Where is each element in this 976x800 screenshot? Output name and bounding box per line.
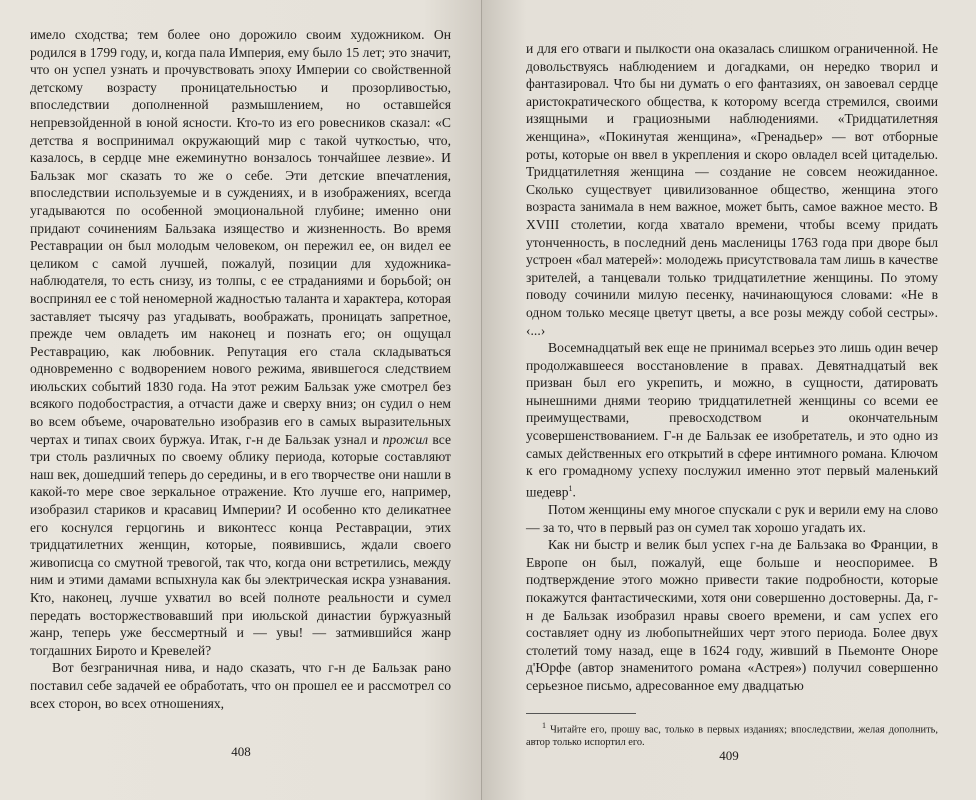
footnote-marker: 1 (542, 720, 546, 730)
footnote-body: Читайте его, прошу вас, только в первых изданиях; впоследствии, желая дополнить, автор только испортил его. (526, 723, 938, 748)
left-page-text (30, 26, 451, 712)
left-page (0, 0, 482, 800)
footnote (526, 719, 938, 749)
right-page-number: 409 (719, 748, 739, 763)
footnote-divider (526, 713, 636, 714)
paragraph-text: Вот безграничная нива, и надо сказать, что г-н де Бальзак рано поставил себе задачей ее обработать, что он прошел ее и рассмотрел со всех сторон, во всех отношениях, (30, 660, 451, 711)
paragraph (526, 501, 938, 536)
paragraph-text: имело сходства; тем более оно дорожило своим художником. Он родился в 1799 году, и, когда пала Империя, ему было 15 лет; это значит, что он успел узнать и прочувствовать эпоху Империи со свойственной детскому возрасту проницательностью и прозорливостью, впоследствии дополненной размышлением, но оставшейся непревзойденной в юной ясности. Кто-то из его ровесников сказал: «С детства я воспринимал окружающий мир с такой чуткостью, что, казалось, в сердце мне ежеминутно вонзалось тончайшее лезвие». И Бальзак мог сказать то же о себе. Эти детские впечатления, впоследствии используемые и в суждениях, и в изображениях, всегда угадываются по особенной эмоциональной глубине; именно они придают сочинениям Бальзака изящество и жизненность. Во время Реставрации он был молодым человеком, он пережил ее, он видел ее целиком с самой лучшей, пожалуй, позиции для художника-наблюдателя, то есть снизу, из толпы, с ее страданиями и борьбой; он воспринял ее с той неномерной жадностью таланта и характера, которая заставляет тысячу раз угадывать, воображать, проницать запретное, прежде чем овладеть им наконец и познать его; он ощущал Реставрацию, как любовник. Репутация его стала складываться одновременно с водворением нового режима, явившегося следствием июльских событий 1830 года. На этот режим Бальзак уже смотрел без всякого подобострастия, а отчасти даже и сверху вниз; он судил о нем во всем объеме, очаровательно изобразив его в самых выразительных чертах и типах своих буржуа. Итак, г-н де Бальзак узнал и (30, 27, 451, 447)
paragraph-text: Потом женщины ему многое спускали с рук и верили ему на слово — за то, что в первый раз он сумел так хорошо угадать их. (526, 501, 938, 535)
right-page-text (526, 40, 938, 695)
emphasis-text: прожил (382, 431, 429, 447)
paragraph (30, 26, 451, 659)
footnote-text (526, 719, 938, 749)
paragraph-text: и для его отваги и пылкости она оказалась слишком ограниченной. Не довольствуясь наблюдением и догадками, он нередко творил и фантазировал. Что бы ни думать о его фантазиях, он завоевал сердце аристократического общества, к которому всегда стремился, своими изящными и грациозными наблюдениями. «Тридцатилетняя женщина», «Покинутая женщина», «Гренадьер» — вот отборные роты, которые он ввел в укрепления и скоро овладел всей цитаделью. Тридцатилетняя женщина — создание не совсем неожиданное. Сколько существует цивилизованное общество, женщина этого возраста занимала в нем важное, может быть, самое важное место. В XVIII столетии, когда хватало времени, чтобы всему придать утонченность, в последний день масленицы 1763 года при дворе был устроен «бал матерей»: молодежь присутствовала там лишь в качестве зрителей, а танцевали только тридцатилетние женщины. По этому поводу сочинили милую песенку, начинающуюся словами: «Не в одном только месяце цветут цветы, а все розы между собой сестры». ‹...› (526, 41, 938, 338)
paragraph (526, 40, 938, 339)
left-page-number: 408 (231, 744, 251, 759)
paragraph (30, 659, 451, 712)
paragraph-text: . (572, 484, 576, 500)
right-page (482, 0, 976, 800)
paragraph-text: Восемнадцатый век еще не принимал всерьез это лишь один вечер продолжавшееся восстановление в правах. Девятнадцатый век призван был его укрепить, и можно, в сущности, датировать нынешними днями теорию тридцатилетней женщины со всеми ее преимуществами, превосходством и окончательным усовершенствованием. Г-н де Бальзак ее изобретатель, и это одно из самых действенных его открытий в сфере интимного романа. Ключом к его громадному успеху послужил именно этот первый маленький шедевр (526, 340, 938, 500)
paragraph (526, 536, 938, 694)
paragraph-text: все три столь различных по своему облику периода, которые составляют наш век, дошедший теперь до середины, и в его творчестве они нашли в какой-то мере свое зеркальное отражение. Кто лучше его, например, изобразил стариков и красавиц Империи? И особенно кто деликатнее его коснулся герцогинь и виконтесс конца Реставрации, этих тридцатилетних женщин, которые, появившись, ждали своего живописца со смутной тревогой, так что, когда они встретились, между ним и этими дамами вспыхнула как бы электрическая искра узнавания. Кто, наконец, лучше ухватил во всей полноте реальности и сумел передать восторжествовавший при июльской династии буржуазный жанр, теперь уже бессмертный и — увы! — затмившийся жанр тогдашних Бирото и Кревелей? (30, 431, 451, 658)
footnote-reference: 1 (568, 483, 573, 493)
paragraph (526, 339, 938, 501)
paragraph-text: Как ни быстр и велик был успех г-на де Бальзака во Франции, в Европе он был, пожалуй, еще больше и неоспоримее. В подтверждение этого можно привести такие подробности, которые покажутся фантастическими, хотя они совершенно достоверны. Да, г-н де Бальзак изобразил нравы своего времени, и сам успех его составляет одну из любопытнейших черт этого периода. Более двух столетий тому назад, еще в 1624 году, живший в Пьемонте Оноре д'Юрфе (автор знаменитого романа «Астрея») получил совершенно серьезное письмо, адресованное ему двадцатью (526, 537, 938, 693)
